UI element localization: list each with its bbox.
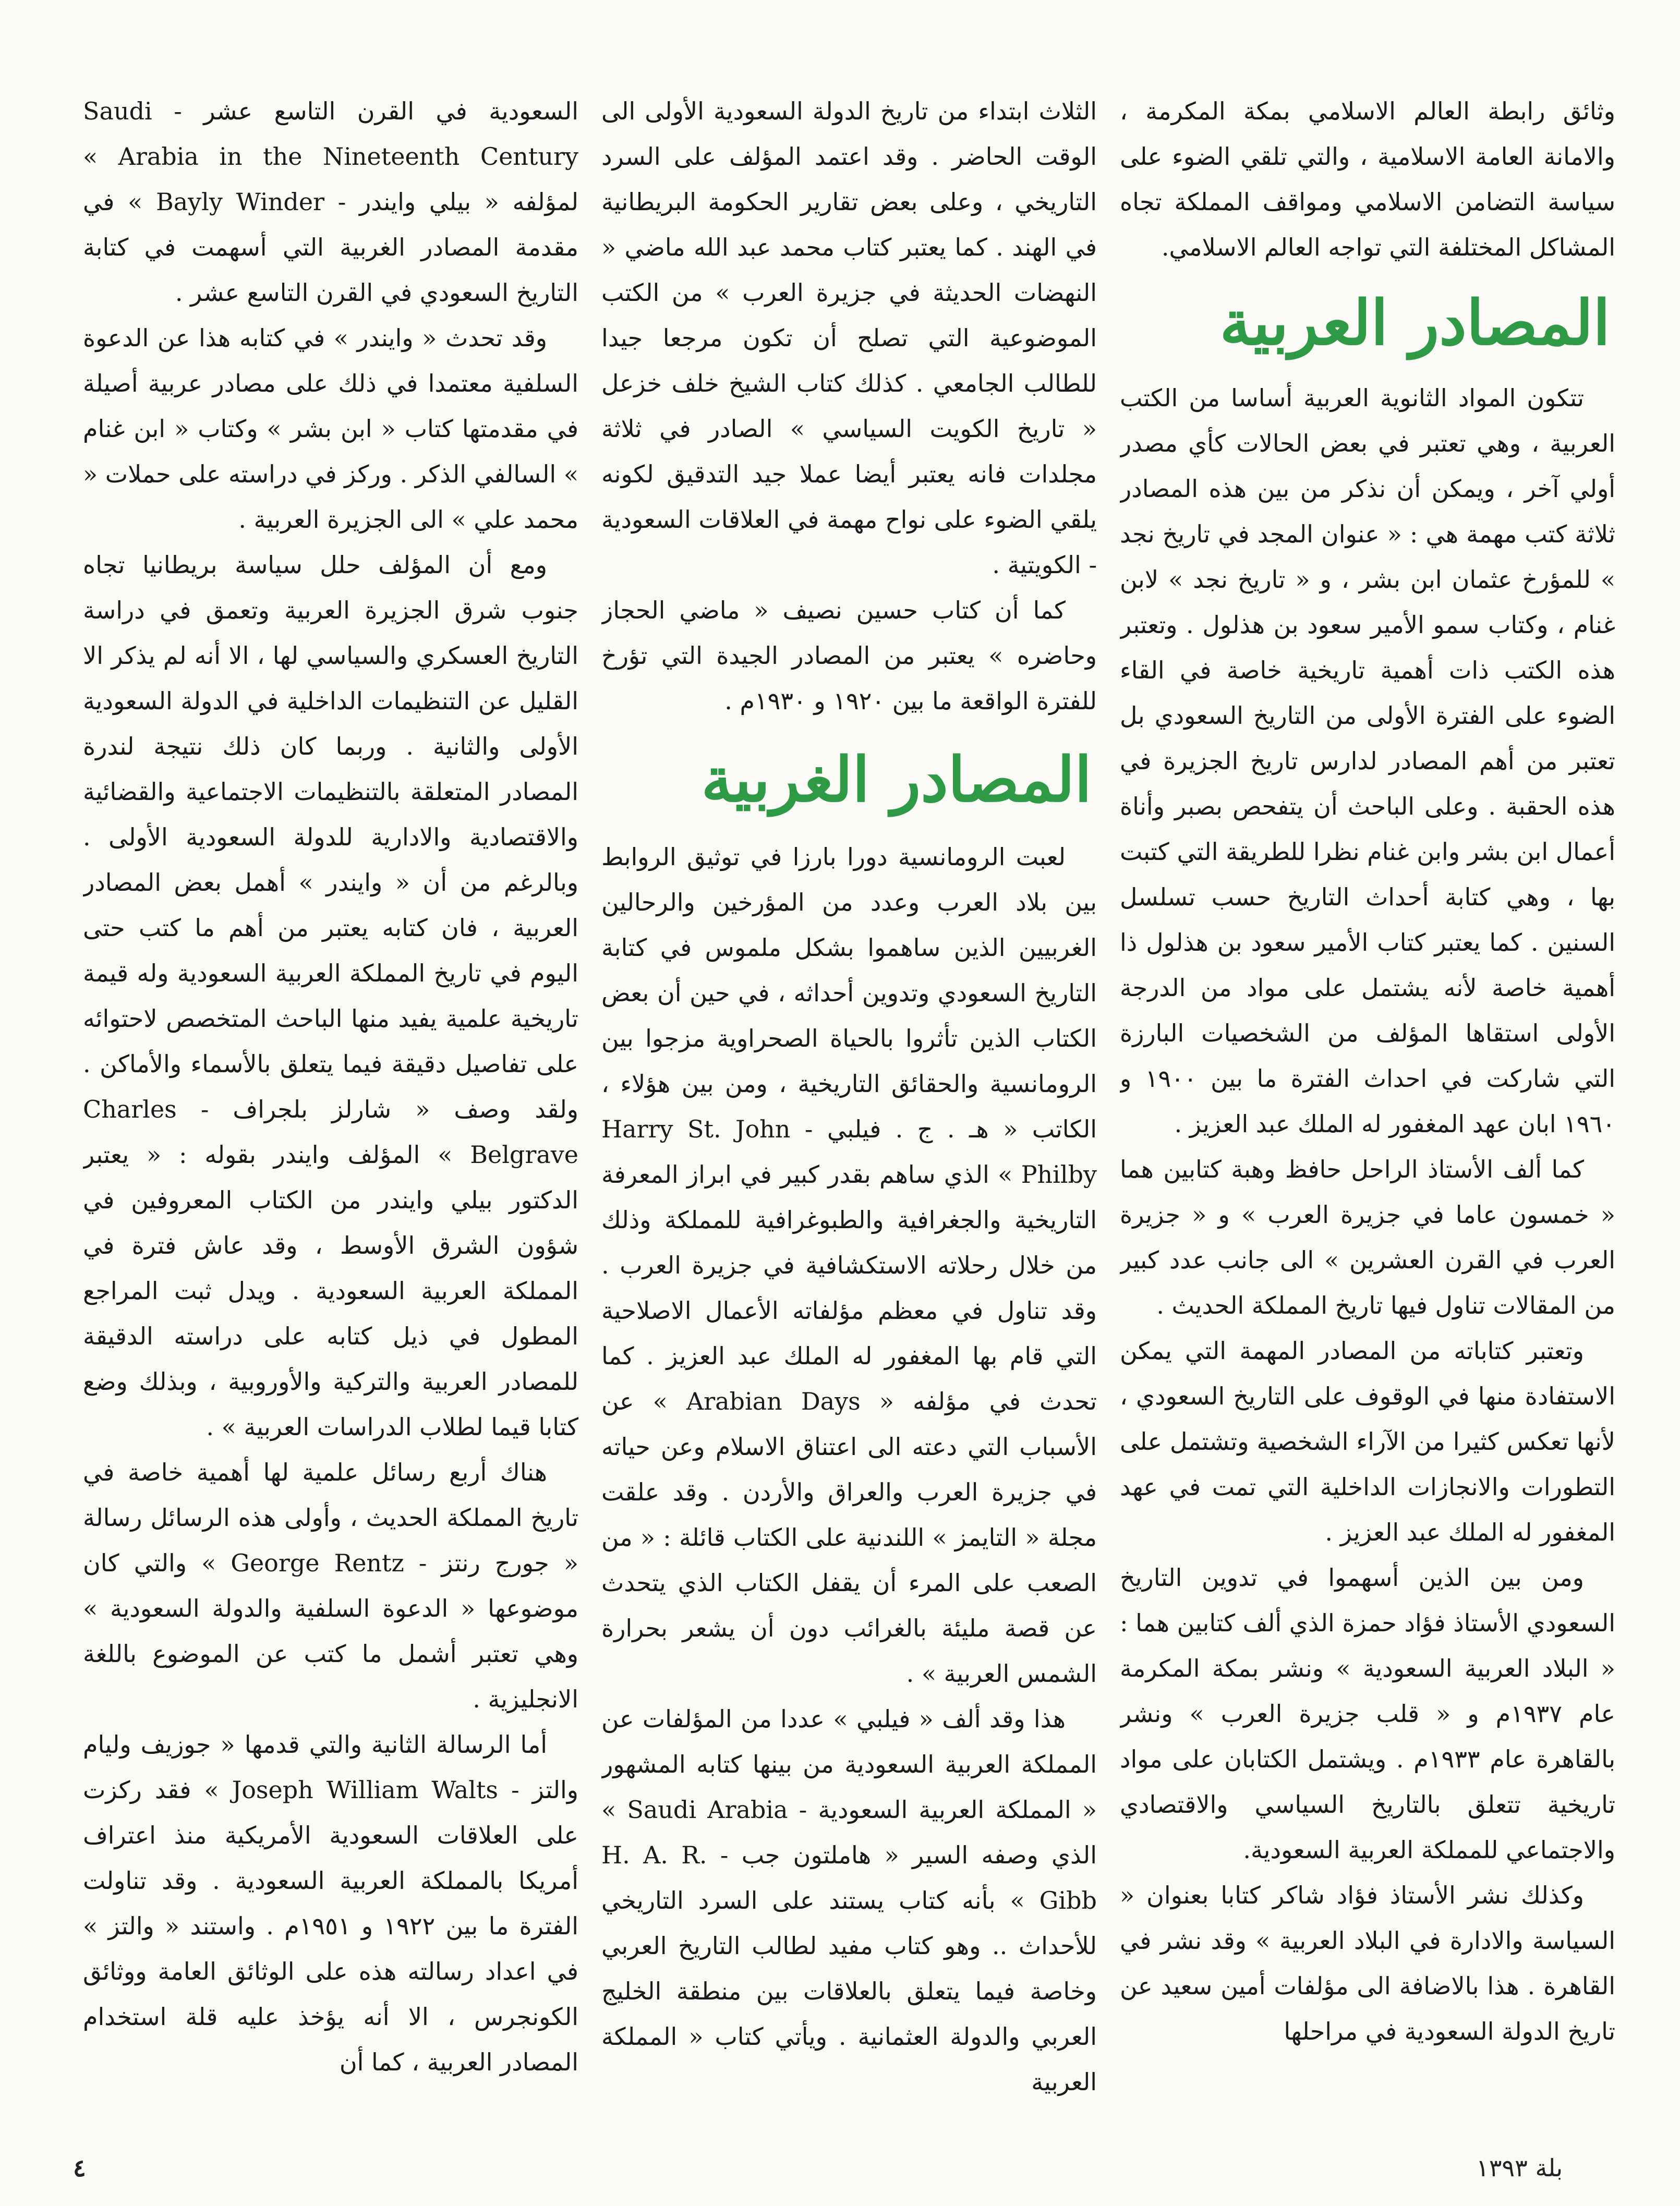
article-column-middle [601, 89, 1097, 2138]
article-column-right [1120, 89, 1615, 2138]
issue-reference: بلة ١٣٩٣ [1476, 2154, 1563, 2182]
paragraph: لعبت الرومانسية دورا بارزا في توثيق الروابط بين بلاد العرب وعدد من المؤرخين والرحالين الغربيين الذين ساهموا بشكل ملموس في كتابة التاريخ السعودي وتدوين أحداثه ، في حين أن بعض الكتاب الذين تأثروا بالحياة الصحراوية مزجوا بين الرومانسية والحقائق التاريخية ، ومن بين هؤلاء ، الكاتب « هـ . ج . فيلبي - Harry St. John Philby » الذي ساهم بقدر كبير في ابراز المعرفة التاريخية والجغرافية والطبوغرافية للمملكة وذلك من خلال رحلاته الاستكشافية في جزيرة العرب . وقد تناول في معظم مؤلفاته الأعمال الاصلاحية التي قام بها المغفور له الملك عبد العزيز . كما تحدث في مؤلفه « Arabian Days » عن الأسباب التي دعته الى اعتناق الاسلام وعن حياته في جزيرة العرب والعراق والأردن . وقد علقت مجلة « التايمز » اللندنية على الكتاب قائلة : « من الصعب على المرء أن يقفل الكتاب الذي يتحدث عن قصة مليئة بالغرائب دون أن يشعر بحرارة الشمس العربية » . [601, 843, 1097, 1688]
paragraph: وكذلك نشر الأستاذ فؤاد شاكر كتابا بعنوان « السياسة والادارة في البلاد العربية » وقد نشر في القاهرة . هذا بالاضافة الى مؤلفات أمين سعيد عن تاريخ الدولة السعودية في مراحلها [1120, 1881, 1615, 2045]
page-number: ٤ [73, 2154, 86, 2182]
paragraph: كما أن كتاب حسين نصيف « ماضي الحجاز وحاضره » يعتبر من المصادر الجيدة التي تؤرخ للفترة الواقعة ما بين ١٩٢٠ و ١٩٣٠م . [601, 596, 1097, 715]
paragraph: ومن بين الذين أسهموا في تدوين التاريخ السعودي الأستاذ فؤاد حمزة الذي ألف كتابين هما : « البلاد العربية السعودية » ونشر بمكة المكرمة عام ١٩٣٧م و « قلب جزيرة العرب » ونشر بالقاهرة عام ١٩٣٣م . ويشتمل الكتابان على مواد تاريخية تتعلق بالتاريخ السياسي والاقتصادي والاجتماعي للمملكة العربية السعودية. [1120, 1563, 1615, 1864]
paragraph: السعودية في القرن التاسع عشر - Saudi Arabia in the Nineteenth Century » لمؤلفه « بيلي وايندر - Bayly Winder » في مقدمة المصادر الغربية التي أسهمت في كتابة التاريخ السعودي في القرن التاسع عشر . [83, 97, 578, 307]
paragraph: وثائق رابطة العالم الاسلامي بمكة المكرمة ، والامانة العامة الاسلامية ، والتي تلقي الضوء على سياسة التضامن الاسلامي ومواقف المملكة تجاه المشاكل المختلفة التي تواجه العالم الاسلامي. [1120, 97, 1615, 261]
paragraph: هناك أربع رسائل علمية لها أهمية خاصة في تاريخ المملكة الحديث ، وأولى هذه الرسائل رسالة « جورج رنتز - George Rentz » والتي كان موضوعها « الدعوة السلفية والدولة السعودية » وهي تعتبر أشمل ما كتب عن الموضوع باللغة الانجليزية . [83, 1458, 578, 1713]
paragraph: ومع أن المؤلف حلل سياسة بريطانيا تجاه جنوب شرق الجزيرة العربية وتعمق في دراسة التاريخ العسكري والسياسي لها ، الا أنه لم يذكر الا القليل عن التنظيمات الداخلية في الدولة السعودية الأولى والثانية . وربما كان ذلك نتيجة لندرة المصادر المتعلقة بالتنظيمات الاجتماعية والقضائية والاقتصادية والادارية للدولة السعودية الأولى . وبالرغم من أن « وايندر » أهمل بعض المصادر العربية ، فان كتابه يعتبر من أهم ما كتب حتى اليوم في تاريخ المملكة العربية السعودية وله قيمة تاريخية علمية يفيد منها الباحث المتخصص لاحتوائه على تفاصيل دقيقة فيما يتعلق بالأسماء والأماكن . ولقد وصف « شارلز بلجراف - Charles Belgrave » المؤلف وايندر بقوله : « يعتبر الدكتور بيلي وايندر من الكتاب المعروفين في شؤون الشرق الأوسط ، وقد عاش فترة في المملكة العربية السعودية . ويدل ثبت المراجع المطول في ذيل كتابه على دراسته الدقيقة للمصادر العربية والتركية والأوروبية ، وبذلك وضع كتابا قيما لطلاب الدراسات العربية » . [83, 551, 578, 1441]
paragraph: وتعتبر كتاباته من المصادر المهمة التي يمكن الاستفادة منها في الوقوف على التاريخ السعودي ، لأنها تعكس كثيرا من الآراء الشخصية وتشتمل على التطورات والانجازات الداخلية التي تمت في عهد المغفور له الملك عبد العزيز . [1120, 1337, 1615, 1546]
paragraph: تتكون المواد الثانوية العربية أساسا من الكتب العربية ، وهي تعتبر في بعض الحالات كأي مصدر أولي آخر ، ويمكن أن نذكر من بين هذه المصادر ثلاثة كتب مهمة هي : « عنوان المجد في تاريخ نجد » للمؤرخ عثمان ابن بشر ، و « تاريخ نجد » لابن غنام ، وكتاب سمو الأمير سعود بن هذلول . وتعتبر هذه الكتب ذات أهمية تاريخية خاصة في القاء الضوء على الفترة الأولى من التاريخ السعودي بل تعتبر من أهم المصادر لدارس تاريخ الجزيرة في هذه الحقبة . وعلى الباحث أن يتفحص بصبر وأناة أعمال ابن بشر وابن غنام نظرا للطريقة التي كتبت بها ، وهي كتابة أحداث التاريخ حسب تسلسل السنين . كما يعتبر كتاب الأمير سعود بن هذلول ذا أهمية خاصة لأنه يشتمل على مواد من الدرجة الأولى استقاها المؤلف من الشخصيات البارزة التي شاركت في احداث الفترة ما بين ١٩٠٠ و ١٩٦٠ ابان عهد المغفور له الملك عبد العزيز . [1120, 384, 1615, 1138]
section-heading-western-sources: المصادر الغربية [701, 743, 1092, 816]
paragraph: وقد تحدث « وايندر » في كتابه هذا عن الدعوة السلفية معتمدا في ذلك على مصادر عربية أصيلة في مقدمتها كتاب « ابن بشر » وكتاب « ابن غنام » السالفي الذكر . وركز في دراسته على حملات « محمد علي » الى الجزيرة العربية . [83, 324, 578, 534]
paragraph: أما الرسالة الثانية والتي قدمها « جوزيف وليام والتز - Joseph William Walts » فقد ركزت على العلاقات السعودية الأمريكية منذ اعتراف أمريكا بالمملكة العربية السعودية . وقد تناولت الفترة ما بين ١٩٢٢ و ١٩٥١م . واستند « والتز » في اعداد رسالته هذه على الوثائق العامة ووثائق الكونجرس ، الا أنه يؤخذ عليه قلة استخدام المصادر العربية ، كما أن [83, 1730, 578, 2076]
article-column-left [83, 89, 578, 2138]
paragraph: كما ألف الأستاذ الراحل حافظ وهبة كتابين هما « خمسون عاما في جزيرة العرب » و « جزيرة العرب في القرن العشرين » الى جانب عدد كبير من المقالات تناول فيها تاريخ المملكة الحديث . [1120, 1155, 1615, 1319]
paragraph: الثلاث ابتداء من تاريخ الدولة السعودية الأولى الى الوقت الحاضر . وقد اعتمد المؤلف على السرد التاريخي ، وعلى بعض تقارير الحكومة البريطانية في الهند . كما يعتبر كتاب محمد عبد الله ماضي « النهضات الحديثة في جزيرة العرب » من الكتب الموضوعية التي تصلح أن تكون مرجعا جيدا للطالب الجامعي . كذلك كتاب الشيخ خلف خزعل « تاريخ الكويت السياسي » الصادر في ثلاثة مجلدات فانه يعتبر أيضا عملا جيد التدقيق لكونه يلقي الضوء على نواح مهمة في العلاقات السعودية - الكويتية . [601, 97, 1097, 579]
section-heading-arabic-sources: المصادر العربية [1219, 286, 1610, 359]
paragraph: هذا وقد ألف « فيلبي » عددا من المؤلفات عن المملكة العربية السعودية من بينها كتابه المشهور « المملكة العربية السعودية - Saudi Arabia » الذي وصفه السير « هاملتون جب - H. A. R. Gibb » بأنه كتاب يستند على السرد التاريخي للأحداث .. وهو كتاب مفيد لطالب التاريخ العربي وخاصة فيما يتعلق بالعلاقات بين منطقة الخليج العربي والدولة العثمانية . ويأتي كتاب « المملكة العربية [601, 1705, 1097, 2096]
